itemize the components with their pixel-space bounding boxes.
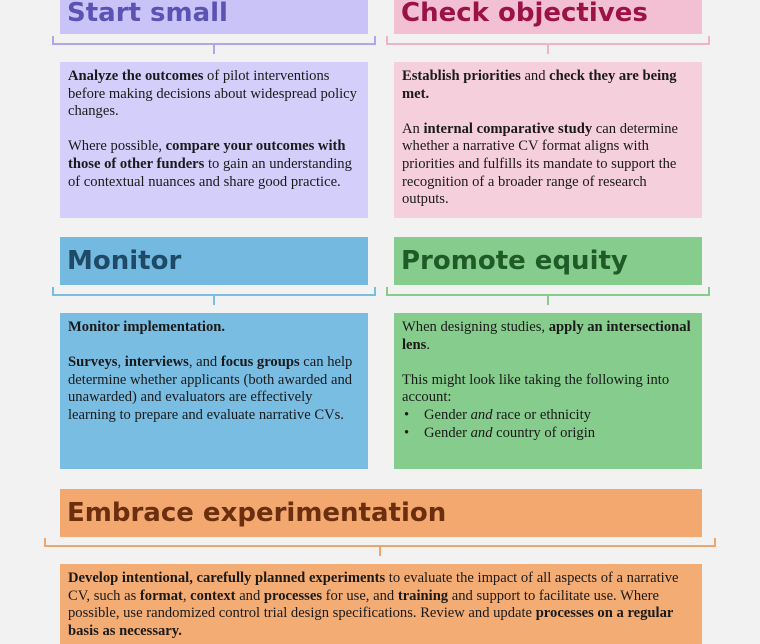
start-small-bracket xyxy=(52,36,376,45)
embrace-experimentation-paragraph: Develop intentional, carefully planned experiments to evaluate the impact of all aspects of a narrative CV, such as format, context and processes for use, and training and support to facilitate use. Where possible, use randomized control trial design specifications. Review and update processes on a regular basis as necessary. xyxy=(68,570,679,639)
promote-equity-bracket-tick xyxy=(547,296,549,305)
start-small-paragraph-2: Where possible, compare your outcomes with those of other funders to gain an understanding of contextual nuances and share good practice. xyxy=(68,138,352,190)
monitor-body xyxy=(60,313,368,469)
start-small-paragraph-1: Analyze the outcomes of pilot interventions before making decisions about widespread policy changes. xyxy=(68,68,357,120)
monitor-paragraph-1: Monitor implementation. xyxy=(68,319,226,335)
check-objectives-bracket xyxy=(386,36,710,45)
check-objectives-paragraph-1: Establish priorities and check they are being met. xyxy=(402,68,677,102)
promote-equity-list xyxy=(402,407,694,442)
check-objectives-title: Check objectives xyxy=(401,0,648,28)
start-small-body xyxy=(60,62,368,218)
start-small-title: Start small xyxy=(67,0,228,28)
promote-equity-bracket xyxy=(386,287,710,296)
embrace-experimentation-header xyxy=(60,489,702,537)
check-objectives-paragraph-2: An internal comparative study can determine whether a narrative CV format aligns with priorities and fulfills its mandate to support the recognition of a broader range of research outputs. xyxy=(402,120,679,208)
check-objectives-body xyxy=(394,62,702,218)
monitor-title: Monitor xyxy=(67,246,182,276)
list-item: • Gender and country of origin xyxy=(402,425,694,443)
embrace-experimentation-title: Embrace experimentation xyxy=(67,498,447,528)
promote-equity-title: Promote equity xyxy=(401,246,628,276)
start-small-header xyxy=(60,0,368,34)
check-objectives-bracket-tick xyxy=(547,45,549,54)
monitor-bracket-tick xyxy=(213,296,215,305)
monitor-bracket xyxy=(52,287,376,296)
monitor-header xyxy=(60,237,368,285)
promote-equity-paragraph-1: When designing studies, apply an intersectional lens. xyxy=(402,319,691,353)
start-small-bracket-tick xyxy=(213,45,215,54)
embrace-experimentation-bracket-tick xyxy=(379,547,381,556)
embrace-experimentation-bracket xyxy=(44,538,716,547)
promote-equity-header xyxy=(394,237,702,285)
promote-equity-paragraph-2: This might look like taking the following into account: xyxy=(402,371,670,406)
list-item: • Gender and race or ethnicity xyxy=(402,407,694,425)
check-objectives-header xyxy=(394,0,702,34)
monitor-paragraph-2: Surveys, interviews, and focus groups can help determine whether applicants (both awarded and unawarded) and evaluators are effectively learning to prepare and evaluate narrative CVs. xyxy=(68,354,353,423)
embrace-experimentation-body xyxy=(60,564,702,644)
promote-equity-body xyxy=(394,313,702,469)
